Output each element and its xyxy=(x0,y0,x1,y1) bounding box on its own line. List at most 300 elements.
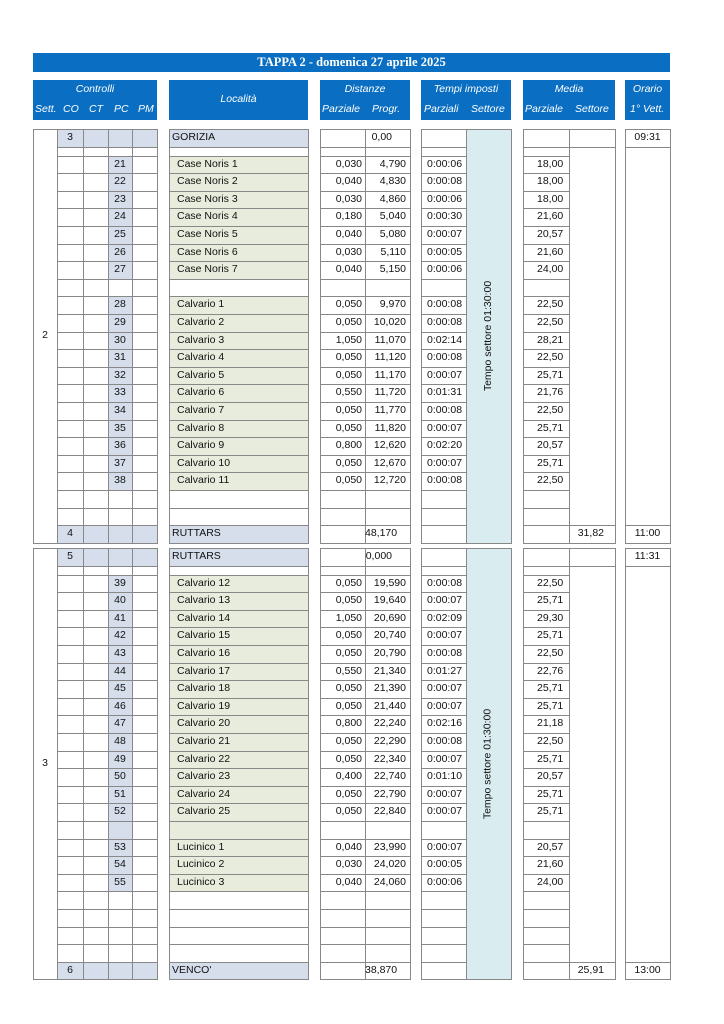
distanza-progressiva: 22,790 xyxy=(373,787,406,800)
distanza-parziale: 0,030 xyxy=(335,858,362,871)
grid-hline xyxy=(365,279,411,280)
tempo-parziale: 0:00:08 xyxy=(427,576,463,589)
distanza-parziale: 0,040 xyxy=(335,840,362,853)
grid-hline xyxy=(83,490,109,491)
tempo-parziale: 0:00:07 xyxy=(427,594,463,607)
header-media-parziale: Parziale xyxy=(525,103,563,115)
grid-hline xyxy=(523,147,570,148)
distanza-progressiva: 20,790 xyxy=(373,647,406,659)
grid-hline xyxy=(132,472,158,473)
distanza-progressiva: 0,00 xyxy=(371,131,392,143)
media-parziale: 28,21 xyxy=(537,333,564,346)
distanza-progressiva: 9,970 xyxy=(379,298,406,311)
distanza-progressiva: 22,340 xyxy=(373,752,406,765)
co-number: 5 xyxy=(67,550,73,562)
localita-name: Calvario 13 xyxy=(177,594,231,607)
grid-hline xyxy=(57,680,84,681)
localita-name: Lucinico 1 xyxy=(177,840,225,853)
grid-hline xyxy=(625,543,671,544)
grid-hline xyxy=(83,156,109,157)
pc-number: 51 xyxy=(114,787,126,800)
pc-number: 52 xyxy=(114,805,126,818)
media-parziale: 21,18 xyxy=(537,717,564,730)
grid-hline xyxy=(320,891,366,892)
grid-hline xyxy=(83,680,109,681)
grid-hline xyxy=(108,962,133,963)
pc-number: 36 xyxy=(114,439,126,452)
grid-hline xyxy=(132,244,158,245)
distanza-progressiva: 22,240 xyxy=(373,717,406,730)
grid-hline xyxy=(569,566,616,567)
media-parziale: 18,00 xyxy=(537,175,564,188)
orario-primo-vettura: 09:31 xyxy=(634,131,661,143)
grid-hline xyxy=(569,979,616,980)
distanza-parziale: 0,400 xyxy=(335,770,362,783)
grid-hline xyxy=(569,129,616,130)
grid-hline xyxy=(132,610,158,611)
grid-hline xyxy=(421,944,467,945)
media-parziale: 25,71 xyxy=(537,682,564,695)
distanza-parziale: 0,050 xyxy=(335,752,362,765)
grid-vline xyxy=(511,129,512,544)
grid-hline xyxy=(421,525,467,526)
grid-vline xyxy=(132,548,133,980)
grid-hline xyxy=(83,592,109,593)
localita-name: Case Noris 3 xyxy=(177,192,238,205)
tempo-settore-label: Tempo settore 01:30:00 xyxy=(481,280,494,392)
pc-number: 29 xyxy=(114,316,126,328)
grid-hline xyxy=(57,402,84,403)
tempo-parziale: 0:00:07 xyxy=(427,805,463,818)
grid-hline xyxy=(108,566,133,567)
grid-hline xyxy=(108,490,133,491)
media-parziale: 20,57 xyxy=(537,228,564,240)
pc-cell-bg xyxy=(108,821,132,839)
grid-hline xyxy=(83,839,109,840)
grid-hline xyxy=(108,927,133,928)
grid-hline xyxy=(421,543,467,544)
media-parziale: 25,71 xyxy=(537,368,564,381)
header-progr: Progr. xyxy=(372,103,401,115)
distanza-progressiva: 11,170 xyxy=(374,368,406,381)
grid-hline xyxy=(57,751,84,752)
pc-number: 53 xyxy=(114,840,126,853)
grid-hline xyxy=(523,525,570,526)
grid-hline xyxy=(523,129,570,130)
grid-hline xyxy=(57,663,84,664)
grid-hline xyxy=(83,279,109,280)
grid-hline xyxy=(83,191,109,192)
grid-vline xyxy=(83,548,84,980)
grid-hline xyxy=(108,129,133,130)
tempo-parziale: 0:00:07 xyxy=(427,787,463,800)
distanza-parziale: 0,050 xyxy=(335,474,362,487)
grid-hline xyxy=(83,508,109,509)
distanza-parziale: 0,040 xyxy=(335,263,362,276)
grid-hline xyxy=(320,490,366,491)
distanza-progressiva: 48,170 xyxy=(365,527,398,540)
grid-hline xyxy=(132,979,158,980)
media-parziale: 25,71 xyxy=(537,594,564,607)
grid-hline xyxy=(83,402,109,403)
distanza-progressiva: 4,830 xyxy=(379,175,406,188)
grid-hline xyxy=(169,490,309,491)
localita-name: Case Noris 7 xyxy=(177,263,238,276)
pc-number: 42 xyxy=(114,629,126,642)
grid-hline xyxy=(83,129,109,130)
grid-hline xyxy=(421,909,467,910)
grid-hline xyxy=(523,944,570,945)
tempo-parziale: 0:00:05 xyxy=(427,245,463,258)
grid-hline xyxy=(132,261,158,262)
distanza-progressiva: 0,000 xyxy=(365,550,392,562)
grid-hline xyxy=(569,548,616,549)
grid-hline xyxy=(169,927,309,928)
pc-number: 45 xyxy=(114,682,126,695)
media-parziale: 25,71 xyxy=(537,629,564,642)
co-row-bg xyxy=(83,962,108,980)
grid-hline xyxy=(108,821,133,822)
grid-hline xyxy=(108,548,133,549)
grid-hline xyxy=(57,715,84,716)
localita-name: Calvario 3 xyxy=(177,333,225,346)
pc-number: 43 xyxy=(114,647,126,659)
grid-hline xyxy=(57,226,84,227)
grid-hline xyxy=(320,147,366,148)
distanza-parziale: 0,050 xyxy=(335,805,362,818)
co-row-bg xyxy=(83,129,108,147)
grid-hline xyxy=(421,279,467,280)
localita-name: Calvario 2 xyxy=(177,316,225,328)
co-number: 6 xyxy=(67,963,73,976)
grid-hline xyxy=(83,874,109,875)
grid-hline xyxy=(132,129,158,130)
tempo-parziale: 0:01:10 xyxy=(427,770,463,783)
grid-hline xyxy=(320,279,366,280)
co-row-bg xyxy=(83,548,108,566)
grid-hline xyxy=(108,279,133,280)
distanza-parziale: 0,550 xyxy=(335,664,362,677)
distanza-parziale: 0,050 xyxy=(335,298,362,311)
distanza-progressiva: 38,870 xyxy=(365,963,398,976)
grid-hline xyxy=(33,979,58,980)
header-settore: Settore xyxy=(471,103,505,115)
media-parziale: 18,00 xyxy=(537,192,564,205)
tempo-settore-label: Tempo settore 01:30:00 xyxy=(481,708,494,819)
grid-vline xyxy=(157,548,158,980)
grid-vline xyxy=(625,548,626,980)
localita-name: Calvario 18 xyxy=(177,682,231,695)
grid-hline xyxy=(421,891,467,892)
grid-hline xyxy=(132,296,158,297)
media-parziale: 20,57 xyxy=(537,439,564,452)
header-distanze xyxy=(320,80,410,120)
orario-primo-vettura: 11:00 xyxy=(634,527,661,540)
grid-hline xyxy=(132,962,158,963)
grid-hline xyxy=(57,803,84,804)
grid-hline xyxy=(523,962,570,963)
grid-hline xyxy=(169,279,309,280)
tempo-parziale: 0:00:08 xyxy=(427,735,463,747)
grid-hline xyxy=(320,548,366,549)
distanza-parziale: 0,050 xyxy=(335,576,362,589)
distanza-parziale: 0,800 xyxy=(335,717,362,730)
grid-vline xyxy=(511,548,512,980)
grid-hline xyxy=(365,566,411,567)
grid-hline xyxy=(523,566,570,567)
localita-name: Calvario 6 xyxy=(177,386,225,399)
distanza-progressiva: 4,860 xyxy=(379,192,406,205)
header-tempi xyxy=(421,80,511,120)
distanza-progressiva: 21,440 xyxy=(373,699,406,712)
grid-vline xyxy=(615,129,616,544)
localita-name: Calvario 9 xyxy=(177,439,225,452)
grid-hline xyxy=(57,543,84,544)
grid-hline xyxy=(83,891,109,892)
tempo-parziale: 0:00:06 xyxy=(427,157,463,170)
tempo-parziale: 0:00:07 xyxy=(427,421,463,434)
localita-name: Calvario 17 xyxy=(177,664,231,677)
grid-hline xyxy=(108,508,133,509)
grid-hline xyxy=(132,490,158,491)
grid-hline xyxy=(132,768,158,769)
grid-hline xyxy=(57,261,84,262)
distanza-progressiva: 23,990 xyxy=(373,840,406,853)
grid-hline xyxy=(132,548,158,549)
grid-vline xyxy=(569,548,570,980)
co-row-bg xyxy=(132,525,157,543)
grid-hline xyxy=(320,927,366,928)
localita-name: VENCO' xyxy=(172,963,212,976)
pc-number: 40 xyxy=(114,594,126,607)
co-row-bg xyxy=(132,962,157,980)
grid-hline xyxy=(169,566,309,567)
pc-number: 21 xyxy=(114,157,126,170)
grid-hline xyxy=(169,979,309,980)
distanza-parziale: 1,050 xyxy=(335,333,362,346)
localita-name: Calvario 19 xyxy=(177,699,231,712)
media-parziale: 21,76 xyxy=(537,386,564,399)
media-parziale: 21,60 xyxy=(537,858,564,871)
media-settore: 31,82 xyxy=(577,527,604,540)
grid-hline xyxy=(365,891,411,892)
distanza-parziale: 0,050 xyxy=(335,594,362,607)
header-co: CO xyxy=(63,103,79,115)
grid-hline xyxy=(57,856,84,857)
distanza-progressiva: 20,740 xyxy=(373,629,406,642)
grid-hline xyxy=(83,856,109,857)
tempo-parziale: 0:00:08 xyxy=(427,647,463,659)
distanza-progressiva: 11,120 xyxy=(374,351,406,364)
grid-hline xyxy=(421,821,467,822)
grid-hline xyxy=(625,147,671,148)
pc-number: 32 xyxy=(114,368,126,381)
grid-hline xyxy=(132,226,158,227)
grid-hline xyxy=(83,332,109,333)
localita-name: Lucinico 3 xyxy=(177,875,225,888)
grid-hline xyxy=(57,490,84,491)
pc-number: 39 xyxy=(114,576,126,589)
grid-hline xyxy=(132,455,158,456)
grid-hline xyxy=(523,909,570,910)
stage-title: TAPPA 2 - domenica 27 aprile 2025 xyxy=(33,53,670,72)
grid-hline xyxy=(132,349,158,350)
distanza-parziale: 0,030 xyxy=(335,192,362,205)
media-settore: 25,91 xyxy=(577,963,604,976)
grid-hline xyxy=(365,490,411,491)
media-parziale: 18,00 xyxy=(537,157,564,170)
grid-hline xyxy=(83,548,109,549)
grid-hline xyxy=(421,979,467,980)
sector-number: 3 xyxy=(42,757,48,769)
grid-hline xyxy=(57,332,84,333)
media-parziale: 24,00 xyxy=(537,263,564,276)
localita-name: Calvario 16 xyxy=(177,647,231,659)
grid-hline xyxy=(132,566,158,567)
distanza-parziale: 0,050 xyxy=(335,682,362,695)
header-controlli xyxy=(33,80,157,120)
media-parziale: 25,71 xyxy=(537,787,564,800)
grid-hline xyxy=(57,191,84,192)
grid-hline xyxy=(365,147,411,148)
co-row-bg xyxy=(132,548,157,566)
grid-hline xyxy=(57,455,84,456)
grid-hline xyxy=(169,147,309,148)
grid-hline xyxy=(523,821,570,822)
grid-vline xyxy=(615,548,616,980)
grid-hline xyxy=(320,508,366,509)
pc-number: 24 xyxy=(114,210,126,223)
grid-hline xyxy=(132,663,158,664)
grid-hline xyxy=(169,944,309,945)
media-parziale: 25,71 xyxy=(537,456,564,469)
grid-hline xyxy=(132,715,158,716)
pc-number: 35 xyxy=(114,421,126,434)
tempo-parziale: 0:02:09 xyxy=(427,611,463,624)
grid-hline xyxy=(57,733,84,734)
distanza-progressiva: 11,070 xyxy=(374,333,406,346)
grid-hline xyxy=(83,296,109,297)
grid-hline xyxy=(132,314,158,315)
localita-name: Calvario 4 xyxy=(177,351,225,364)
distanza-parziale: 0,040 xyxy=(335,875,362,888)
grid-hline xyxy=(132,156,158,157)
grid-hline xyxy=(57,592,84,593)
grid-hline xyxy=(83,944,109,945)
distanza-progressiva: 22,740 xyxy=(373,770,406,783)
distanza-parziale: 0,050 xyxy=(335,456,362,469)
grid-hline xyxy=(108,147,133,148)
grid-hline xyxy=(523,508,570,509)
distanza-progressiva: 12,670 xyxy=(373,456,406,469)
grid-hline xyxy=(108,543,133,544)
grid-hline xyxy=(365,508,411,509)
grid-hline xyxy=(57,173,84,174)
grid-hline xyxy=(132,279,158,280)
grid-hline xyxy=(132,508,158,509)
media-parziale: 22,50 xyxy=(537,474,564,487)
distanza-progressiva: 21,340 xyxy=(373,664,406,677)
tempo-parziale: 0:00:08 xyxy=(427,175,463,188)
media-parziale: 25,71 xyxy=(537,752,564,765)
grid-hline xyxy=(421,566,467,567)
pc-number: 55 xyxy=(114,875,126,888)
distanza-parziale: 0,050 xyxy=(335,368,362,381)
grid-hline xyxy=(57,147,84,148)
grid-hline xyxy=(57,566,84,567)
distanza-parziale: 0,030 xyxy=(335,245,362,258)
localita-name: Calvario 23 xyxy=(177,770,231,783)
pc-number: 33 xyxy=(114,386,126,399)
grid-hline xyxy=(625,566,671,567)
distanza-parziale: 0,050 xyxy=(335,787,362,800)
grid-hline xyxy=(57,927,84,928)
tempo-parziale: 0:00:07 xyxy=(427,228,463,240)
media-parziale: 22,76 xyxy=(537,664,564,677)
distanza-parziale: 1,050 xyxy=(335,611,362,624)
tempo-parziale: 0:00:07 xyxy=(427,629,463,642)
grid-hline xyxy=(169,821,309,822)
grid-hline xyxy=(132,627,158,628)
co-row-bg xyxy=(108,962,132,980)
grid-hline xyxy=(169,543,309,544)
grid-hline xyxy=(57,296,84,297)
pc-number: 49 xyxy=(114,752,126,765)
pc-number: 26 xyxy=(114,245,126,258)
grid-hline xyxy=(320,525,366,526)
grid-hline xyxy=(57,627,84,628)
grid-hline xyxy=(132,173,158,174)
grid-hline xyxy=(83,768,109,769)
grid-vline xyxy=(308,548,309,980)
localita-name: Case Noris 1 xyxy=(177,157,238,170)
localita-name: Calvario 5 xyxy=(177,368,225,381)
tempo-parziale: 0:00:07 xyxy=(427,699,463,712)
grid-hline xyxy=(57,349,84,350)
grid-hline xyxy=(108,944,133,945)
grid-hline xyxy=(421,962,467,963)
grid-hline xyxy=(57,821,84,822)
grid-hline xyxy=(132,645,158,646)
grid-hline xyxy=(132,191,158,192)
media-parziale: 21,60 xyxy=(537,245,564,258)
grid-hline xyxy=(132,786,158,787)
media-parziale: 22,50 xyxy=(537,316,564,328)
pc-number: 37 xyxy=(114,456,126,469)
grid-hline xyxy=(132,891,158,892)
tempo-parziale: 0:00:06 xyxy=(427,263,463,276)
header-orario-label: Orario xyxy=(632,83,663,95)
distanza-progressiva: 10,020 xyxy=(373,316,406,328)
tempo-parziale: 0:00:06 xyxy=(427,192,463,205)
grid-hline xyxy=(83,645,109,646)
grid-hline xyxy=(83,715,109,716)
grid-hline xyxy=(83,627,109,628)
pc-number: 44 xyxy=(114,664,126,677)
co-number: 3 xyxy=(67,131,73,143)
grid-hline xyxy=(108,891,133,892)
grid-hline xyxy=(132,525,158,526)
pc-number: 25 xyxy=(114,228,126,240)
grid-hline xyxy=(83,663,109,664)
grid-hline xyxy=(57,244,84,245)
localita-name: Calvario 7 xyxy=(177,404,225,416)
grid-hline xyxy=(523,543,570,544)
media-parziale: 22,50 xyxy=(537,576,564,589)
localita-name: RUTTARS xyxy=(172,527,221,540)
grid-hline xyxy=(57,279,84,280)
grid-hline xyxy=(57,909,84,910)
